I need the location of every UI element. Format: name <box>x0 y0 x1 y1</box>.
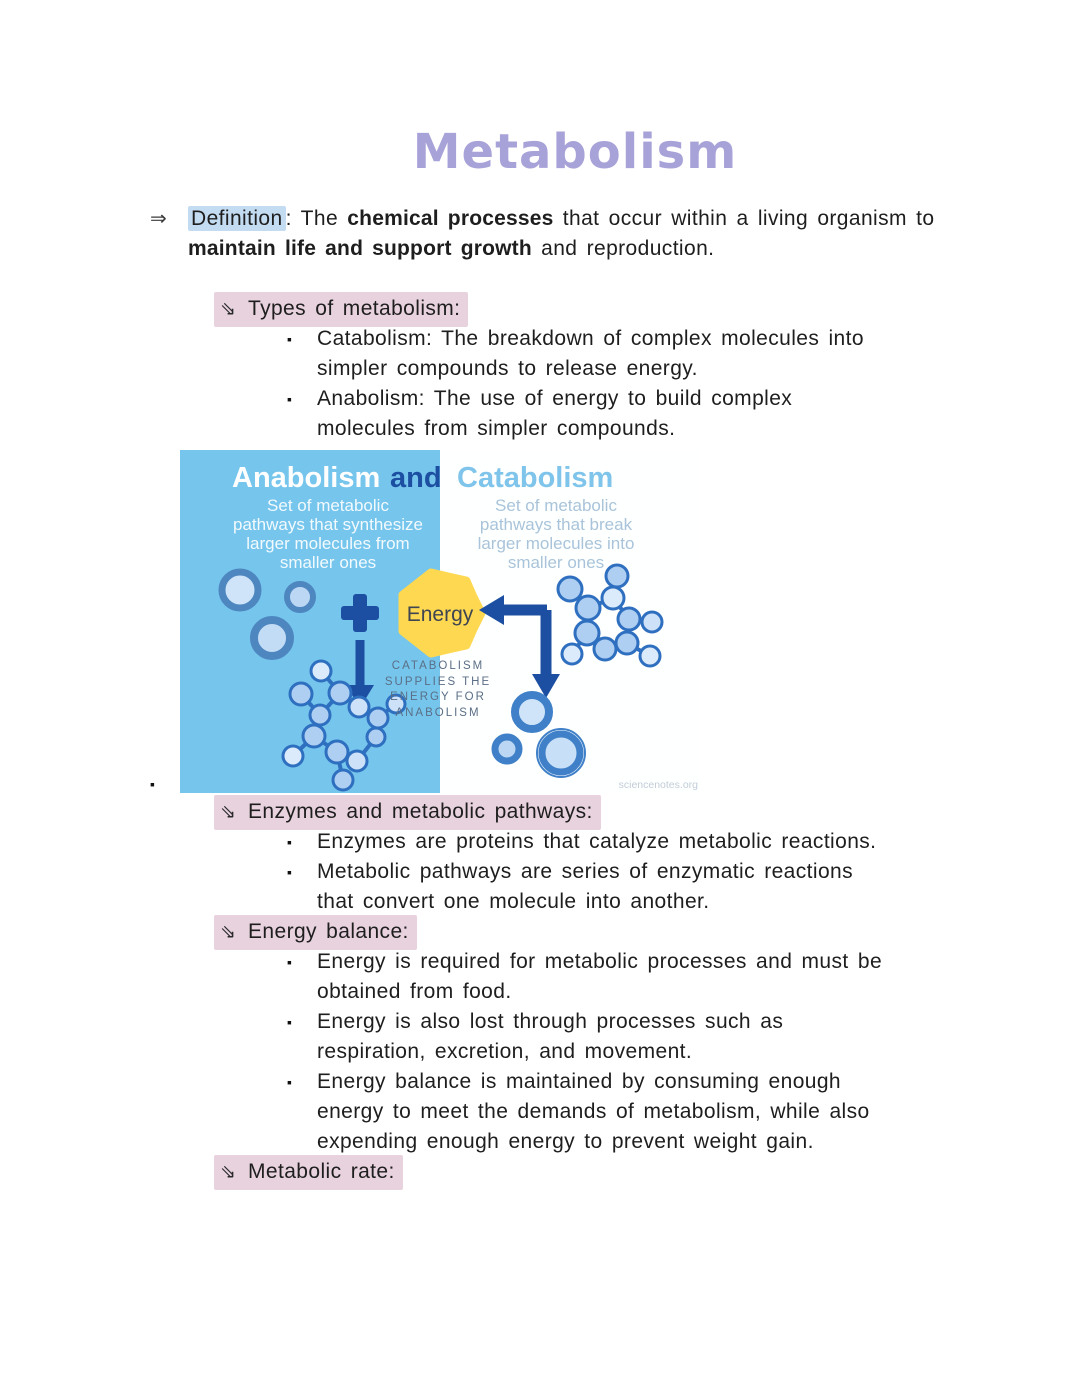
list-item-text: Metabolic pathways are series of enzymatic reactions that convert one molecule into another. <box>317 860 854 913</box>
molecule-circle <box>495 737 519 761</box>
heading-label: Energy balance: <box>248 919 409 943</box>
square-bullet-icon: ▪ <box>287 1074 293 1090</box>
page-title: Metabolism <box>412 124 738 180</box>
heading-highlight <box>214 1155 403 1190</box>
heading-label: Metabolic rate: <box>248 1159 395 1183</box>
section-heading-types <box>214 294 940 324</box>
square-bullet-icon: ▪ <box>287 954 293 970</box>
definition-bold1: chemical processes <box>347 207 554 230</box>
energy-label: Energy <box>406 603 474 626</box>
square-bullet-icon: ▪ <box>287 834 293 850</box>
list-item-text: Anabolism: The use of energy to build complex molecules from simpler compounds. <box>317 387 793 440</box>
square-bullet-icon: ▪ <box>150 776 155 792</box>
caption-line: CATABOLISM <box>391 660 485 672</box>
subtitle-line: smaller ones <box>279 553 377 572</box>
list-item-energy-maintained <box>287 1067 940 1157</box>
list-item-energy-required <box>287 947 940 1007</box>
list-item-pathways <box>287 857 940 917</box>
heading-label: Enzymes and metabolic pathways: <box>248 799 593 823</box>
arrow-down-right-icon: ⇘ <box>220 921 237 943</box>
arrow-down-right-icon: ⇘ <box>220 1161 237 1183</box>
arrow-down-right-icon: ⇘ <box>220 298 237 320</box>
molecule-circle <box>542 734 580 772</box>
molecule-circle <box>515 695 549 729</box>
heading-label: Types of metabolism: <box>248 296 461 320</box>
subtitle-line: pathways that break <box>479 515 633 534</box>
anabolism-catabolism-diagram <box>180 450 700 793</box>
subtitle-line: larger molecules into <box>477 534 635 553</box>
caption-line: ANABOLISM <box>395 707 481 719</box>
caption-line: SUPPLIES THE <box>384 676 492 688</box>
definition-bold2: maintain life and support growth <box>188 237 532 260</box>
subtitle-line: Set of metabolic <box>495 496 617 515</box>
heading-highlight <box>214 795 601 830</box>
diagram-title-anabolism: Anabolism <box>232 462 381 494</box>
section-heading-energy-balance <box>214 917 940 947</box>
list-item-energy-lost <box>287 1007 940 1067</box>
definition-highlight: Definition <box>188 206 286 231</box>
section-heading-enzymes <box>214 797 940 827</box>
square-bullet-icon: ▪ <box>287 391 293 407</box>
definition-rest3: and reproduction. <box>531 237 715 260</box>
molecule-circle <box>287 584 313 610</box>
diagram-title <box>232 462 613 494</box>
diagram-title-and: and <box>390 462 442 494</box>
double-arrow-bullet-icon: ⇒ <box>150 208 168 230</box>
section-heading-metabolic-rate <box>214 1157 940 1187</box>
list-item-text: Energy is also lost through processes such as respiration, excretion, and movement. <box>317 1010 784 1063</box>
subtitle-line: smaller ones <box>507 553 605 572</box>
definition-rest2: that occur within a living organism to <box>553 207 935 230</box>
watermark: sciencenotes.org <box>618 779 698 791</box>
square-bullet-icon: ▪ <box>287 1014 293 1030</box>
heading-highlight <box>214 915 417 950</box>
energy-blob <box>403 573 481 653</box>
subtitle-line: pathways that synthesize <box>233 515 423 534</box>
molecule-circle <box>222 572 258 608</box>
heading-highlight <box>214 292 468 327</box>
square-bullet-icon: ▪ <box>287 864 293 880</box>
list-item-text: Energy is required for metabolic processes and must be obtained from food. <box>317 950 883 1003</box>
subtitle-line: Set of metabolic <box>267 496 389 515</box>
caption-line: ENERGY FOR <box>390 691 486 703</box>
list-item-text: Energy balance is maintained by consuming enough energy to meet the demands of metabolism, while also expending enough energy to prevent weight gain. <box>317 1070 870 1153</box>
list-item-anabolism <box>287 384 940 444</box>
subtitle-line: larger molecules from <box>246 534 410 553</box>
square-bullet-icon: ▪ <box>287 331 293 347</box>
list-item-diagram <box>150 450 940 793</box>
list-item-text: Catabolism: The breakdown of complex molecules into simpler compounds to release energy. <box>317 327 864 380</box>
arrow-down-right-icon: ⇘ <box>220 801 237 823</box>
definition-item <box>150 204 940 294</box>
list-item-catabolism <box>287 324 940 384</box>
list-item-text: Enzymes are proteins that catalyze metabolic reactions. <box>317 830 877 853</box>
diagram-title-catabolism: Catabolism <box>457 462 614 494</box>
list-item-enzymes <box>287 827 940 857</box>
molecule-circle <box>254 620 290 656</box>
definition-text <box>188 204 940 294</box>
definition-rest1: : The <box>285 207 348 230</box>
